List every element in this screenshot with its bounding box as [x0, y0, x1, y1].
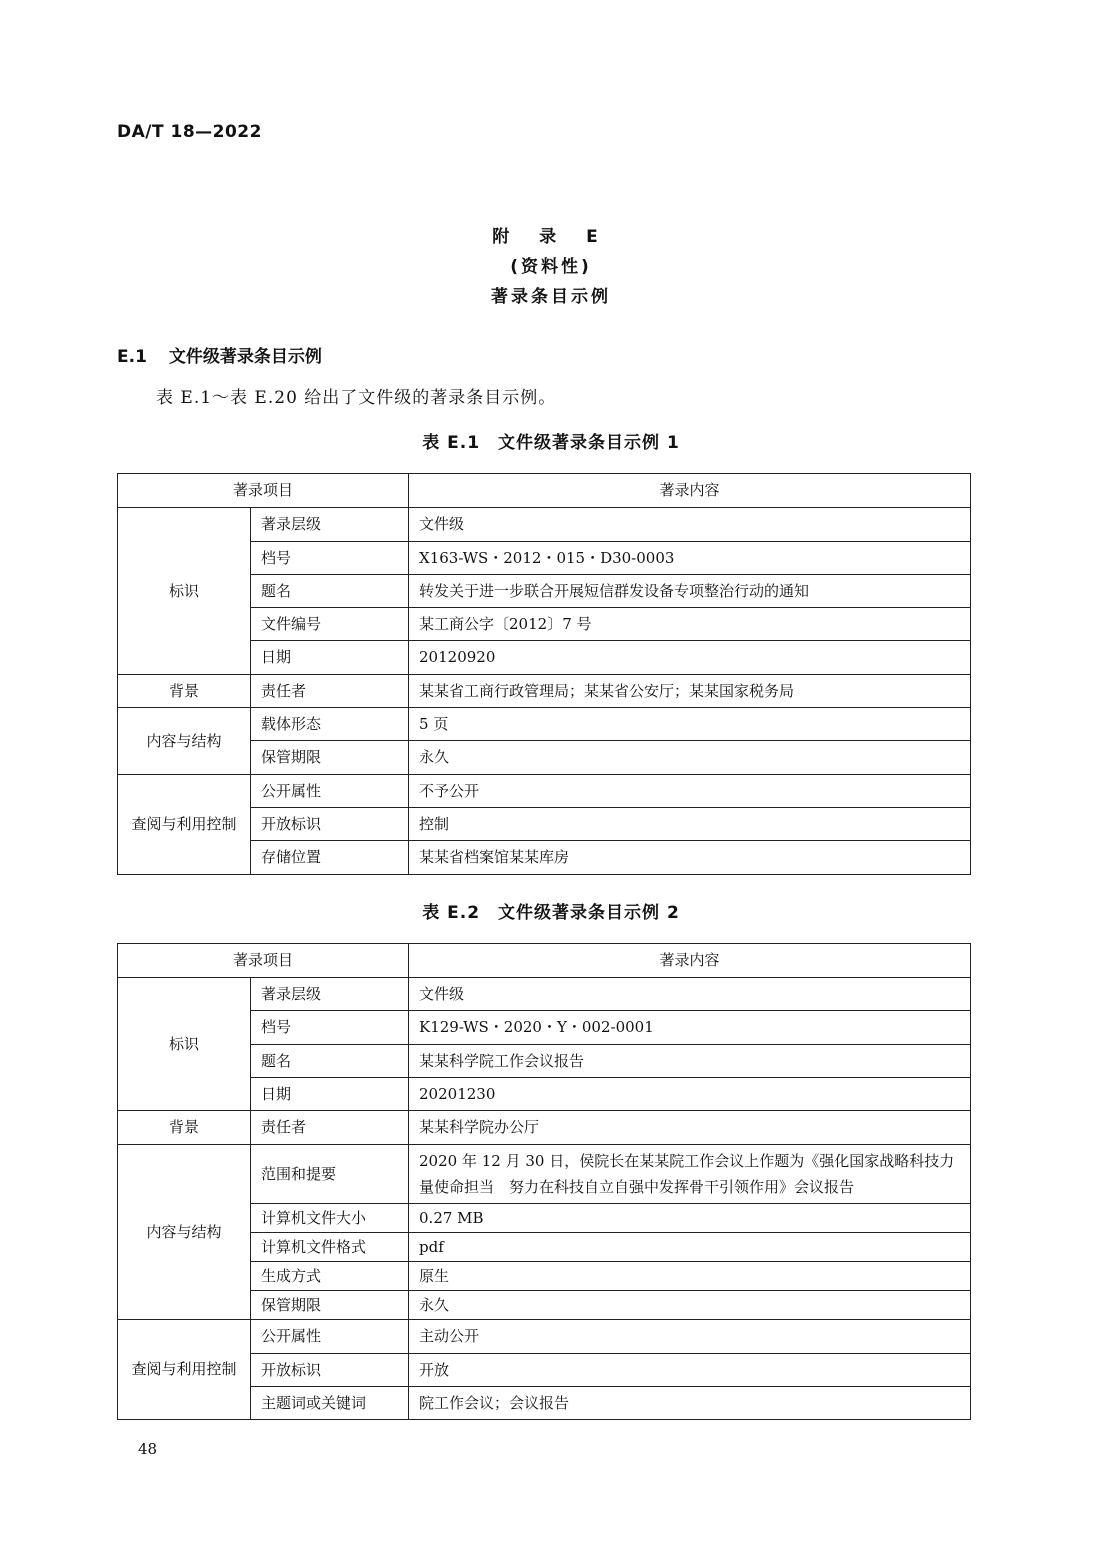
value-cell: 20201230 [409, 1078, 971, 1111]
table1-caption: 表 E.1 文件级著录条目示例 1 [422, 433, 680, 453]
group-cell: 标识 [118, 978, 251, 1111]
value-cell: 某某科学院工作会议报告 [409, 1045, 971, 1078]
item-cell: 开放标识 [251, 808, 409, 841]
value-cell: 转发关于进一步联合开展短信群发设备专项整治行动的通知 [409, 575, 971, 608]
item-cell: 公开属性 [251, 775, 409, 808]
section-intro: 表 E.1～表 E.20 给出了文件级的著录条目示例。 [156, 388, 557, 408]
group-cell: 背景 [118, 675, 251, 708]
section-heading [117, 342, 322, 367]
group-cell: 查阅与利用控制 [118, 775, 251, 875]
table-row [118, 978, 971, 1011]
value-cell: 文件级 [409, 508, 971, 542]
value-cell: X163-WS・2012・015・D30-0003 [409, 542, 971, 575]
value-cell: 某某省工商行政管理局；某某省公安厅；某某国家税务局 [409, 675, 971, 708]
value-cell: pdf [409, 1233, 971, 1262]
table-row [118, 708, 971, 741]
item-cell: 生成方式 [251, 1262, 409, 1291]
value-cell: 开放 [409, 1354, 971, 1387]
item-cell: 开放标识 [251, 1354, 409, 1387]
value-cell: 永久 [409, 1291, 971, 1320]
group-cell: 查阅与利用控制 [118, 1320, 251, 1420]
item-cell: 责任者 [251, 675, 409, 708]
item-cell: 文件编号 [251, 608, 409, 641]
group-cell: 背景 [118, 1111, 251, 1145]
section-title: 文件级著录条目示例 [168, 347, 322, 367]
value-cell: 控制 [409, 808, 971, 841]
group-cell: 内容与结构 [118, 1145, 251, 1320]
item-cell: 档号 [251, 1011, 409, 1045]
annex-title: 附 录 E [492, 227, 610, 247]
annex-name: 著录条目示例 [491, 287, 611, 307]
item-cell: 公开属性 [251, 1320, 409, 1354]
value-cell: K129-WS・2020・Y・002-0001 [409, 1011, 971, 1045]
item-cell: 主题词或关键词 [251, 1387, 409, 1420]
value-cell: 某工商公字〔2012〕7 号 [409, 608, 971, 641]
item-cell: 保管期限 [251, 741, 409, 775]
item-cell: 范围和提要 [251, 1145, 409, 1204]
item-cell: 计算机文件大小 [251, 1204, 409, 1233]
item-cell: 题名 [251, 575, 409, 608]
item-cell: 保管期限 [251, 1291, 409, 1320]
value-cell: 20120920 [409, 641, 971, 675]
table-header-row [118, 474, 971, 508]
value-cell: 文件级 [409, 978, 971, 1011]
section-number: E.1 [117, 347, 147, 367]
table-row [118, 775, 971, 808]
group-cell: 标识 [118, 508, 251, 675]
table-row [118, 1320, 971, 1354]
table-row [118, 1145, 971, 1204]
value-cell: 某某省档案馆某某库房 [409, 841, 971, 875]
item-cell: 责任者 [251, 1111, 409, 1145]
table-row [118, 675, 971, 708]
record-table-2 [117, 943, 971, 1420]
header-item-cell: 著录项目 [118, 474, 409, 508]
item-cell: 日期 [251, 1078, 409, 1111]
header-content-cell: 著录内容 [409, 944, 971, 978]
item-cell: 载体形态 [251, 708, 409, 741]
value-cell: 2020 年 12 月 30 日，侯院长在某某院工作会议上作题为《强化国家战略科技力量使命担当 努力在科技自立自强中发挥骨干引领作用》会议报告 [409, 1145, 971, 1204]
annex-kind: (资料性) [510, 257, 592, 277]
table-row [118, 508, 971, 542]
page-number: 48 [138, 1440, 158, 1458]
value-cell: 不予公开 [409, 775, 971, 808]
value-cell: 主动公开 [409, 1320, 971, 1354]
table2-caption: 表 E.2 文件级著录条目示例 2 [422, 903, 680, 923]
value-cell: 0.27 MB [409, 1204, 971, 1233]
item-cell: 日期 [251, 641, 409, 675]
item-cell: 档号 [251, 542, 409, 575]
value-cell: 某某科学院办公厅 [409, 1111, 971, 1145]
header-item-cell: 著录项目 [118, 944, 409, 978]
table-row [118, 1111, 971, 1145]
value-cell: 原生 [409, 1262, 971, 1291]
item-cell: 存储位置 [251, 841, 409, 875]
standard-code: DA/T 18—2022 [117, 122, 262, 142]
item-cell: 计算机文件格式 [251, 1233, 409, 1262]
record-table-1 [117, 473, 971, 875]
table-header-row [118, 944, 971, 978]
item-cell: 著录层级 [251, 978, 409, 1011]
header-content-cell: 著录内容 [409, 474, 971, 508]
group-cell: 内容与结构 [118, 708, 251, 775]
item-cell: 题名 [251, 1045, 409, 1078]
value-cell: 永久 [409, 741, 971, 775]
value-cell: 5 页 [409, 708, 971, 741]
value-cell: 院工作会议；会议报告 [409, 1387, 971, 1420]
item-cell: 著录层级 [251, 508, 409, 542]
